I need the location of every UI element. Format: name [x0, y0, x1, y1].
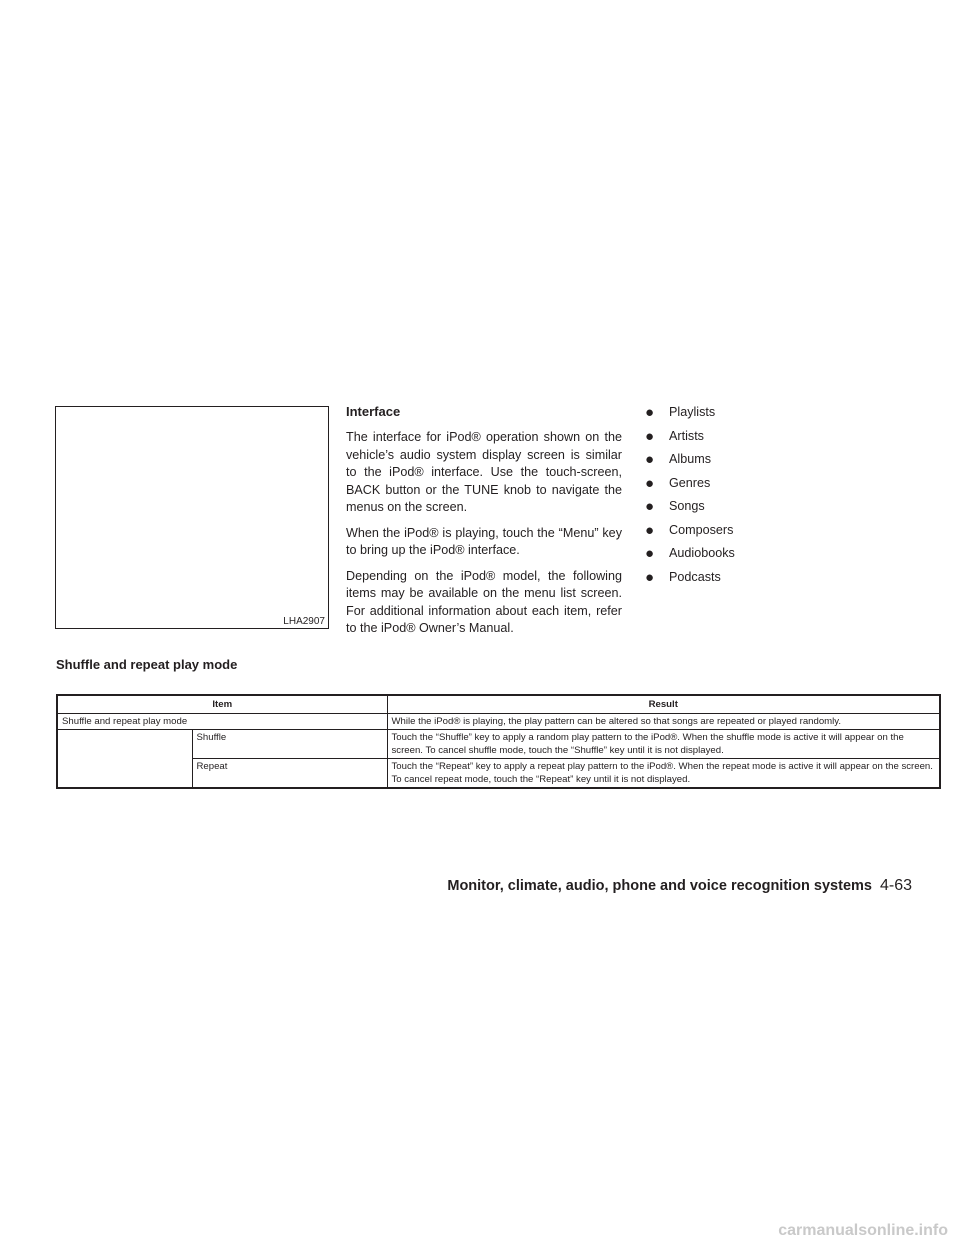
interface-paragraph: The interface for iPod® operation shown on the vehicle’s audio system display screen is similar to the iPod® interface. Use the touch-screen, BACK button or the TUNE knob to navigate the menus on the screen.: [346, 430, 622, 514]
bullet-icon: ●: [645, 404, 655, 421]
interface-paragraph: When the iPod® is playing, touch the “Menu” key to bring up the iPod® interface.: [346, 525, 622, 557]
list-item: [645, 428, 905, 452]
bullet-icon: ●: [645, 498, 655, 515]
interface-column: [346, 404, 622, 646]
table-cell-result: While the iPod® is playing, the play pattern can be altered so that songs are repeated or played randomly.: [387, 714, 940, 730]
table-header-row: [57, 695, 940, 714]
table-cell-result: Touch the “Repeat” key to apply a repeat play pattern to the iPod®. When the repeat mode is active it will appear on the screen. To cancel repeat mode, touch the “Repeat” key until it is not displayed.: [387, 759, 940, 789]
table-cell-result: Touch the “Shuffle” key to apply a random play pattern to the iPod®. When the shuffle mode is active it will appear on the screen. To cancel shuffle mode, touch the “Shuffle” key until it is not displayed.: [387, 730, 940, 759]
section-title: Shuffle and repeat play mode: [56, 657, 238, 672]
bullet-icon: ●: [645, 474, 655, 492]
list-item: [645, 498, 905, 522]
menu-item-list: [645, 404, 905, 592]
list-item-label: Songs: [669, 499, 705, 513]
interface-paragraph: Depending on the iPod® model, the following items may be available on the menu list screen. For additional information about each item, refer to the iPod® Owner’s Manual.: [346, 568, 622, 635]
table-row: [57, 730, 940, 759]
play-mode-table: [56, 694, 941, 789]
list-item-label: Podcasts: [669, 569, 721, 584]
table-cell-item: [57, 730, 192, 789]
list-item-label: Audiobooks: [669, 546, 735, 560]
table-cell-subitem: Repeat: [192, 759, 387, 789]
watermark: carmanualsonline.info: [778, 1222, 948, 1239]
bullet-icon: ●: [645, 521, 655, 539]
footer-chapter-title: Monitor, climate, audio, phone and voice recognition systems: [447, 878, 872, 894]
column-header-item: Item: [57, 695, 387, 714]
list-item: [645, 545, 905, 569]
table-cell-item: Shuffle and repeat play mode: [57, 714, 387, 730]
list-item-label: Playlists: [669, 405, 716, 419]
page-number: 4-63: [879, 877, 912, 894]
list-item-label: Albums: [669, 452, 711, 466]
list-item-label: Genres: [669, 475, 711, 490]
table-cell-subitem: Shuffle: [192, 730, 387, 759]
menu-list-column: [645, 404, 905, 592]
figure-label: LHA2907: [283, 616, 325, 627]
bullet-icon: ●: [645, 427, 655, 445]
list-item: [645, 569, 905, 593]
bullet-icon: ●: [645, 568, 655, 586]
list-item-label: Composers: [669, 522, 734, 537]
list-item: [645, 451, 905, 475]
list-item: [645, 522, 905, 546]
figure-placeholder: [55, 406, 329, 629]
column-header-result: Result: [387, 695, 940, 714]
bullet-icon: ●: [645, 451, 655, 468]
bullet-icon: ●: [645, 545, 655, 562]
list-item: [645, 404, 905, 428]
interface-heading: Interface: [346, 404, 401, 419]
list-item-label: Artists: [669, 428, 704, 443]
table-row: [57, 714, 940, 730]
list-item: [645, 475, 905, 499]
page-footer: [447, 877, 912, 895]
